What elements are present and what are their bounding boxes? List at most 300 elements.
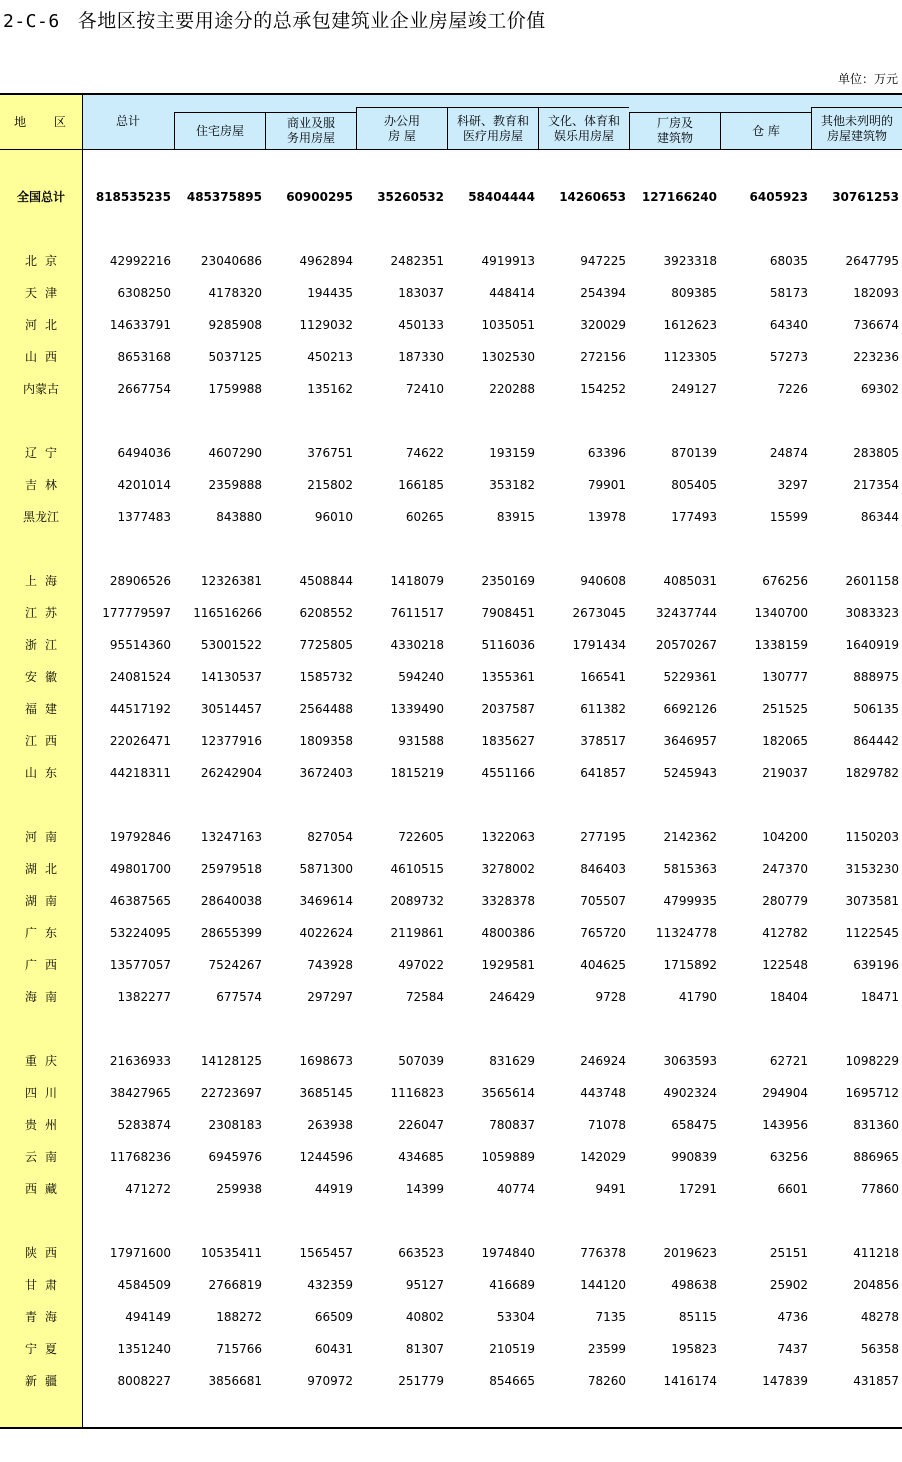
- table-cell: 220288: [489, 382, 535, 396]
- table-cell: 3565614: [481, 1086, 535, 1100]
- table-cell: 60265: [405, 510, 444, 524]
- table-cell: 5116036: [481, 638, 535, 652]
- table-cell: 506135: [853, 702, 899, 716]
- table-cell: 641857: [580, 766, 626, 780]
- table-row: [0, 1147, 902, 1167]
- region-name: 全国总计: [16, 190, 65, 204]
- table-cell: 2359888: [208, 478, 262, 492]
- table-cell: 3646957: [663, 734, 717, 748]
- table-cell: 135162: [307, 382, 353, 396]
- table-cell: 294904: [762, 1086, 808, 1100]
- region-name: 云南: [24, 1150, 65, 1164]
- page-title: [3, 6, 546, 33]
- header-column-6: [629, 112, 720, 149]
- table-cell: 1695712: [845, 1086, 899, 1100]
- header-column-line: 务用房屋: [286, 131, 335, 145]
- table-cell: 3685145: [299, 1086, 353, 1100]
- header-total: 总计: [115, 114, 140, 128]
- table-cell: 42992216: [109, 254, 171, 268]
- table-cell: 38427965: [109, 1086, 171, 1100]
- table-cell: 6208552: [299, 606, 353, 620]
- table-cell: 765720: [580, 926, 626, 940]
- table-cell: 8653168: [117, 350, 171, 364]
- table-cell: 5815363: [663, 862, 717, 876]
- table-cell: 23599: [587, 1342, 626, 1356]
- header-column-7: [720, 112, 811, 149]
- table-cell: 116516266: [193, 606, 262, 620]
- table-cell: 30514457: [200, 702, 262, 716]
- table-cell: 970972: [307, 1374, 353, 1388]
- header-column-3: [356, 107, 447, 149]
- table-cell: 263938: [307, 1118, 353, 1132]
- region-name: 湖北: [24, 862, 65, 876]
- table-row: [0, 763, 902, 783]
- table-cell: 247370: [762, 862, 808, 876]
- table-cell: 246429: [489, 990, 535, 1004]
- table-cell: 2089732: [390, 894, 444, 908]
- table-cell: 1585732: [299, 670, 353, 684]
- table-cell: 127166240: [641, 190, 717, 204]
- table-cell: 485375895: [186, 190, 262, 204]
- table-cell: 77860: [860, 1182, 899, 1196]
- region-name: 天津: [24, 286, 65, 300]
- table-cell: 44517192: [109, 702, 171, 716]
- header-column-2: [265, 112, 356, 149]
- table-cell: 450213: [307, 350, 353, 364]
- region-name: 辽宁: [24, 446, 65, 460]
- header-column-5: [538, 107, 629, 149]
- table-cell: 7437: [777, 1342, 808, 1356]
- table-cell: 72410: [405, 382, 444, 396]
- region-name: 海南: [24, 990, 65, 1004]
- table-cell: 57273: [769, 350, 808, 364]
- table-cell: 143956: [762, 1118, 808, 1132]
- table-cell: 23040686: [200, 254, 262, 268]
- table-cell: 19792846: [109, 830, 171, 844]
- table-cell: 3856681: [208, 1374, 262, 1388]
- table-cell: 8008227: [117, 1374, 171, 1388]
- table-cell: 17291: [678, 1182, 717, 1196]
- table-cell: 272156: [580, 350, 626, 364]
- table-cell: 14128125: [200, 1054, 262, 1068]
- table-cell: 251525: [762, 702, 808, 716]
- table-cell: 5229361: [663, 670, 717, 684]
- table-cell: 715766: [216, 1342, 262, 1356]
- table-cell: 9728: [595, 990, 626, 1004]
- table-cell: 658475: [671, 1118, 717, 1132]
- table-row: [0, 1307, 902, 1327]
- table-row: [0, 1179, 902, 1199]
- table-cell: 1129032: [299, 318, 353, 332]
- table-cell: 1640919: [845, 638, 899, 652]
- table-cell: 611382: [580, 702, 626, 716]
- table-cell: 215802: [307, 478, 353, 492]
- header-column-line: 住宅房屋: [195, 123, 244, 138]
- table-cell: 14130537: [200, 670, 262, 684]
- table-cell: 2667754: [117, 382, 171, 396]
- table-cell: 6601: [777, 1182, 808, 1196]
- table-bottom-rule: [0, 1427, 902, 1429]
- table-cell: 1791434: [572, 638, 626, 652]
- table-cell: 780837: [489, 1118, 535, 1132]
- table-cell: 805405: [671, 478, 717, 492]
- table-cell: 7725805: [299, 638, 353, 652]
- table-cell: 886965: [853, 1150, 899, 1164]
- region-name: 山西: [24, 350, 65, 364]
- table-cell: 776378: [580, 1246, 626, 1260]
- table-cell: 6308250: [117, 286, 171, 300]
- table-cell: 411218: [853, 1246, 899, 1260]
- table-row: [0, 827, 902, 847]
- table-cell: 35260532: [377, 190, 444, 204]
- table-cell: 154252: [580, 382, 626, 396]
- table-row: [0, 1051, 902, 1071]
- table-cell: 6692126: [663, 702, 717, 716]
- table-cell: 283805: [853, 446, 899, 460]
- table-cell: 2142362: [663, 830, 717, 844]
- table-cell: 827054: [307, 830, 353, 844]
- table-cell: 1929581: [481, 958, 535, 972]
- unit-label: 单位：万元: [837, 72, 898, 86]
- table-cell: 663523: [398, 1246, 444, 1260]
- table-cell: 2564488: [299, 702, 353, 716]
- table-cell: 736674: [853, 318, 899, 332]
- table-cell: 677574: [216, 990, 262, 1004]
- table-cell: 122548: [762, 958, 808, 972]
- table-cell: 2037587: [481, 702, 535, 716]
- table-cell: 69302: [860, 382, 899, 396]
- table-cell: 3083323: [845, 606, 899, 620]
- table-cell: 1322063: [481, 830, 535, 844]
- table-cell: 14633791: [109, 318, 171, 332]
- table-cell: 1122545: [845, 926, 899, 940]
- table-cell: 7908451: [481, 606, 535, 620]
- table-cell: 1835627: [481, 734, 535, 748]
- table-cell: 7135: [595, 1310, 626, 1324]
- table-cell: 44919: [314, 1182, 353, 1196]
- table-cell: 1759988: [208, 382, 262, 396]
- region-name: 陕西: [24, 1246, 65, 1260]
- table-cell: 1809358: [299, 734, 353, 748]
- table-cell: 1715892: [663, 958, 717, 972]
- national-total-row: [0, 187, 902, 207]
- header-column-line: 娱乐用房屋: [553, 128, 614, 143]
- table-cell: 4962894: [299, 254, 353, 268]
- table-cell: 831629: [489, 1054, 535, 1068]
- table-cell: 831360: [853, 1118, 899, 1132]
- region-name: 黑龙江: [22, 510, 59, 524]
- table-cell: 13577057: [109, 958, 171, 972]
- table-cell: 104200: [762, 830, 808, 844]
- table-cell: 223236: [853, 350, 899, 364]
- table-cell: 2019623: [663, 1246, 717, 1260]
- table-cell: 843880: [216, 510, 262, 524]
- header-column-1: [174, 112, 265, 149]
- table-row: [0, 1275, 902, 1295]
- region-name: 重庆: [24, 1054, 65, 1068]
- table-cell: 2350169: [481, 574, 535, 588]
- table-cell: 246924: [580, 1054, 626, 1068]
- table-cell: 4799935: [663, 894, 717, 908]
- table-cell: 15599: [769, 510, 808, 524]
- region-name: 贵州: [24, 1118, 65, 1132]
- region-name: 安徽: [24, 670, 65, 684]
- table-cell: 639196: [853, 958, 899, 972]
- table-cell: 254394: [580, 286, 626, 300]
- table-cell: 1339490: [390, 702, 444, 716]
- table-cell: 11768236: [109, 1150, 171, 1164]
- table-cell: 193159: [489, 446, 535, 460]
- table-cell: 60431: [314, 1342, 353, 1356]
- table-cell: 416689: [489, 1278, 535, 1292]
- table-cell: 3297: [777, 478, 808, 492]
- table-cell: 2308183: [208, 1118, 262, 1132]
- table-cell: 25902: [769, 1278, 808, 1292]
- table-cell: 53304: [496, 1310, 535, 1324]
- table-cell: 931588: [398, 734, 444, 748]
- table-cell: 1338159: [754, 638, 808, 652]
- table-cell: 30761253: [832, 190, 899, 204]
- table-row: [0, 923, 902, 943]
- region-name: 山东: [24, 766, 65, 780]
- table-cell: 450133: [398, 318, 444, 332]
- table-cell: 12326381: [200, 574, 262, 588]
- table-cell: 1418079: [390, 574, 444, 588]
- region-name: 广西: [24, 958, 65, 972]
- table-cell: 6405923: [749, 190, 808, 204]
- table-cell: 1035051: [481, 318, 535, 332]
- table-cell: 3153230: [845, 862, 899, 876]
- table-cell: 2647795: [845, 254, 899, 268]
- table-cell: 7226: [777, 382, 808, 396]
- table-cell: 17971600: [109, 1246, 171, 1260]
- table-cell: 187330: [398, 350, 444, 364]
- table-cell: 22723697: [200, 1086, 262, 1100]
- table-cell: 188272: [216, 1310, 262, 1324]
- table-cell: 4330218: [390, 638, 444, 652]
- table-cell: 49801700: [109, 862, 171, 876]
- table-cell: 3073581: [845, 894, 899, 908]
- table-cell: 471272: [125, 1182, 171, 1196]
- header-column-line: 文化、体育和: [547, 113, 620, 128]
- table-cell: 63256: [769, 1150, 808, 1164]
- table-cell: 78260: [587, 1374, 626, 1388]
- table-row: [0, 1339, 902, 1359]
- table-cell: 4508844: [299, 574, 353, 588]
- table-cell: 4736: [777, 1310, 808, 1324]
- table-cell: 4201014: [117, 478, 171, 492]
- table-cell: 24081524: [109, 670, 171, 684]
- table-row: [0, 1115, 902, 1135]
- table-cell: 13978: [587, 510, 626, 524]
- table-cell: 1416174: [663, 1374, 717, 1388]
- table-cell: 404625: [580, 958, 626, 972]
- table-cell: 14399: [405, 1182, 444, 1196]
- table-cell: 86344: [860, 510, 899, 524]
- table-code: 2-C-6: [3, 11, 60, 32]
- table-cell: 4610515: [390, 862, 444, 876]
- table-cell: 6494036: [117, 446, 171, 460]
- table-cell: 4607290: [208, 446, 262, 460]
- table-cell: 177493: [671, 510, 717, 524]
- table-cell: 1340700: [754, 606, 808, 620]
- table-cell: 18471: [860, 990, 899, 1004]
- region-name: 河北: [24, 318, 65, 332]
- table-cell: 204856: [853, 1278, 899, 1292]
- table-cell: 20570267: [655, 638, 717, 652]
- table-cell: 28906526: [109, 574, 171, 588]
- table-cell: 3063593: [663, 1054, 717, 1068]
- table-cell: 4584509: [117, 1278, 171, 1292]
- region-name: 宁夏: [24, 1342, 65, 1356]
- table-cell: 320029: [580, 318, 626, 332]
- header-column-line: 其他未列明的: [820, 113, 893, 128]
- region-name: 内蒙古: [22, 382, 59, 396]
- table-cell: 177779597: [102, 606, 171, 620]
- table-cell: 1244596: [299, 1150, 353, 1164]
- table-cell: 28655399: [200, 926, 262, 940]
- table-cell: 3328378: [481, 894, 535, 908]
- table-row: [0, 1371, 902, 1391]
- table-cell: 166185: [398, 478, 444, 492]
- table-cell: 1116823: [390, 1086, 444, 1100]
- region-name: 新疆: [24, 1374, 65, 1388]
- table-cell: 443748: [580, 1086, 626, 1100]
- table-cell: 41790: [678, 990, 717, 1004]
- table-cell: 182093: [853, 286, 899, 300]
- table-cell: 14260653: [559, 190, 626, 204]
- table-cell: 219037: [762, 766, 808, 780]
- table-header-rule: [0, 149, 902, 150]
- header-column-line: 商业及服: [286, 116, 335, 130]
- header-column-line: 仓 库: [752, 123, 780, 138]
- table-row: [0, 891, 902, 911]
- table-cell: 58404444: [468, 190, 535, 204]
- table-cell: 63396: [587, 446, 626, 460]
- table-cell: 83915: [496, 510, 535, 524]
- table-cell: 96010: [314, 510, 353, 524]
- table-cell: 3923318: [663, 254, 717, 268]
- table-cell: 434685: [398, 1150, 444, 1164]
- table-cell: 412782: [762, 926, 808, 940]
- table-cell: 1302530: [481, 350, 535, 364]
- region-name: 浙江: [24, 638, 65, 652]
- table-cell: 376751: [307, 446, 353, 460]
- table-cell: 66509: [314, 1310, 353, 1324]
- table-cell: 1974840: [481, 1246, 535, 1260]
- table-cell: 448414: [489, 286, 535, 300]
- table-cell: 818535235: [95, 190, 171, 204]
- table-cell: 144120: [580, 1278, 626, 1292]
- table-cell: 1612623: [663, 318, 717, 332]
- region-name: 福建: [24, 702, 65, 716]
- table-cell: 494149: [125, 1310, 171, 1324]
- table-cell: 4085031: [663, 574, 717, 588]
- region-name: 江西: [24, 734, 65, 748]
- table-row: [0, 731, 902, 751]
- table-cell: 7524267: [208, 958, 262, 972]
- table-cell: 11324778: [655, 926, 717, 940]
- table-cell: 13247163: [200, 830, 262, 844]
- table-cell: 10535411: [200, 1246, 262, 1260]
- table-cell: 743928: [307, 958, 353, 972]
- table-cell: 53224095: [109, 926, 171, 940]
- table-cell: 432359: [307, 1278, 353, 1292]
- table-row: [0, 507, 902, 527]
- table-cell: 95514360: [109, 638, 171, 652]
- table-cell: 6945976: [208, 1150, 262, 1164]
- table-cell: 44218311: [109, 766, 171, 780]
- region-name: 四川: [24, 1086, 65, 1100]
- table-cell: 4022624: [299, 926, 353, 940]
- table-cell: 9491: [595, 1182, 626, 1196]
- header-column-4: [447, 107, 538, 149]
- table-row: [0, 667, 902, 687]
- table-cell: 130777: [762, 670, 808, 684]
- table-cell: 498638: [671, 1278, 717, 1292]
- table-row: [0, 475, 902, 495]
- region-name: 上海: [24, 574, 65, 588]
- table-cell: 9285908: [208, 318, 262, 332]
- header-region: 地 区: [14, 115, 78, 129]
- table-cell: 507039: [398, 1054, 444, 1068]
- table-cell: 147839: [762, 1374, 808, 1388]
- table-cell: 990839: [671, 1150, 717, 1164]
- table-cell: 40802: [405, 1310, 444, 1324]
- table-cell: 226047: [398, 1118, 444, 1132]
- table-cell: 1123305: [663, 350, 717, 364]
- table-cell: 594240: [398, 670, 444, 684]
- table-cell: 676256: [762, 574, 808, 588]
- table-cell: 4902324: [663, 1086, 717, 1100]
- table-cell: 249127: [671, 382, 717, 396]
- table-cell: 940608: [580, 574, 626, 588]
- table-cell: 722605: [398, 830, 444, 844]
- table-cell: 142029: [580, 1150, 626, 1164]
- table-cell: 277195: [580, 830, 626, 844]
- header-column-line: 办公用: [383, 113, 420, 128]
- header-column-line: 科研、教育和: [456, 113, 529, 128]
- table-cell: 79901: [587, 478, 626, 492]
- table-cell: 846403: [580, 862, 626, 876]
- region-name: 西藏: [24, 1182, 65, 1196]
- table-cell: 18404: [769, 990, 808, 1004]
- table-cell: 53001522: [200, 638, 262, 652]
- table-cell: 1565457: [299, 1246, 353, 1260]
- table-cell: 24874: [769, 446, 808, 460]
- table-cell: 85115: [678, 1310, 717, 1324]
- table-cell: 378517: [580, 734, 626, 748]
- table-row: [0, 635, 902, 655]
- table-cell: 1351240: [117, 1342, 171, 1356]
- table-cell: 12377916: [200, 734, 262, 748]
- table-cell: 5037125: [208, 350, 262, 364]
- table-cell: 32437744: [655, 606, 717, 620]
- table-cell: 888975: [853, 670, 899, 684]
- table-cell: 56358: [860, 1342, 899, 1356]
- region-name: 江苏: [24, 606, 65, 620]
- table-cell: 2673045: [572, 606, 626, 620]
- table-cell: 1815219: [390, 766, 444, 780]
- region-name: 湖南: [24, 894, 65, 908]
- table-cell: 431857: [853, 1374, 899, 1388]
- table-cell: 40774: [496, 1182, 535, 1196]
- table-cell: 25151: [769, 1246, 808, 1260]
- region-name: 北京: [24, 254, 65, 268]
- table-cell: 705507: [580, 894, 626, 908]
- table-cell: 62721: [769, 1054, 808, 1068]
- table-cell: 2482351: [390, 254, 444, 268]
